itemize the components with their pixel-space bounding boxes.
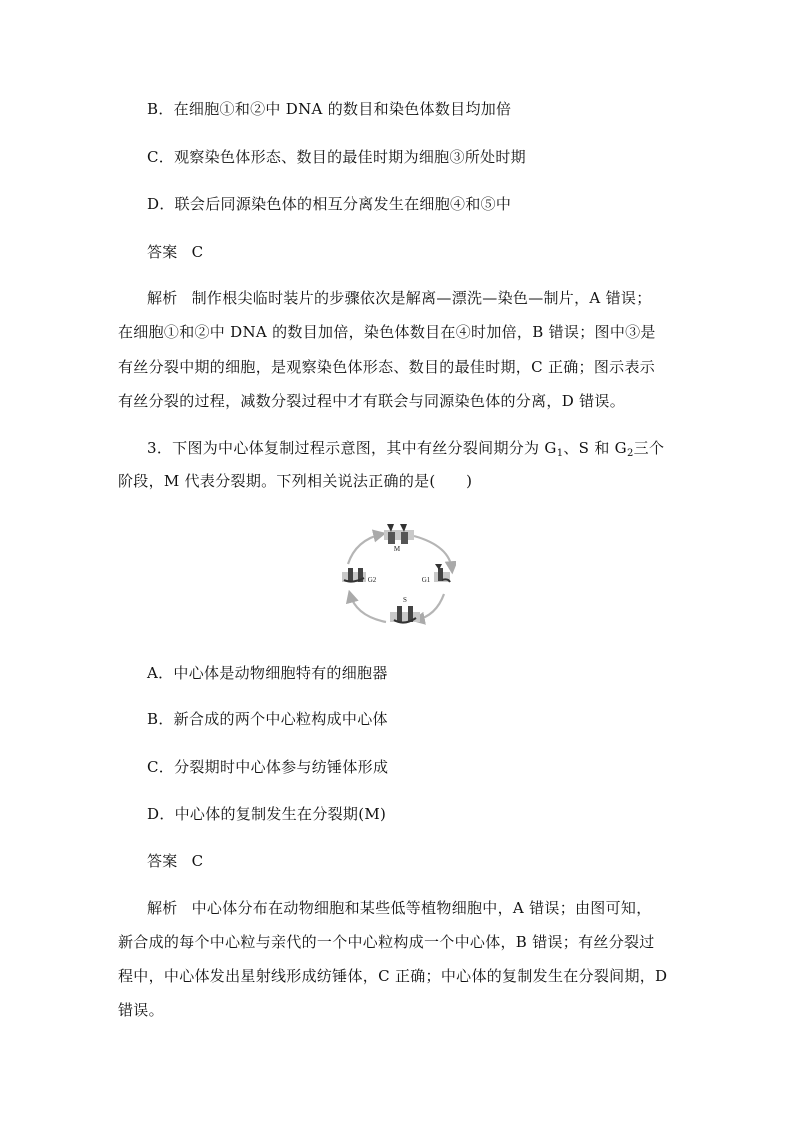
q3-analysis-line-2: 新合成的每个中心粒与亲代的一个中心粒构成一个中心体，B 错误；有丝分裂过 — [118, 933, 655, 951]
centrosome-g2-stage — [342, 568, 366, 582]
label-g1: G1 — [421, 576, 431, 584]
subscript: 2 — [626, 448, 634, 459]
q3-analysis-line-1 — [147, 898, 652, 918]
q2-option-b: B．在细胞①和②中 DNA 的数目和染色体数目均加倍 — [147, 100, 512, 118]
analysis-text: 中心体分布在动物细胞和某些低等植物细胞中，A 错误；由图可知， — [191, 899, 652, 917]
analysis-text: 制作根尖临时装片的步骤依次是解离—漂洗—染色—制片，A 错误； — [191, 289, 652, 307]
q2-analysis-line-2: 在细胞①和②中 DNA 的数目加倍，染色体数目在④时加倍，B 错误；图中③是 — [118, 323, 656, 341]
label-g2: G2 — [367, 576, 377, 584]
centrosome-g1-stage — [434, 564, 450, 582]
q3-stem-text: 3．下图为中心体复制过程示意图，其中有丝分裂间期分为 G — [147, 439, 557, 457]
q3-analysis-line-4: 错误。 — [118, 1001, 164, 1019]
centrosome-m-stage — [384, 524, 414, 544]
q2-option-d: D．联会后同源染色体的相互分离发生在细胞④和⑤中 — [147, 195, 512, 213]
q3-stem-text: 、S 和 G — [563, 439, 627, 457]
q3-stem-line-1 — [147, 438, 664, 458]
centrosome-cycle-diagram — [338, 520, 456, 630]
q2-analysis-line-3: 有丝分裂中期的细胞，是观察染色体形态、数目的最佳时期，C 正确；图示表示 — [118, 358, 656, 376]
label-s: S — [403, 596, 407, 604]
q3-stem-line-2: 阶段，M 代表分裂期。下列相关说法正确的是( ) — [118, 472, 473, 490]
analysis-label: 解析 — [147, 289, 178, 307]
q3-option-d: D．中心体的复制发生在分裂期(M) — [147, 805, 387, 823]
q3-analysis-line-3: 程中，中心体发出星射线形成纺锤体，C 正确；中心体的复制发生在分裂间期，D — [118, 967, 668, 985]
answer-label: 答案 — [147, 852, 178, 870]
q3-answer — [147, 851, 203, 871]
label-m: M — [393, 545, 401, 553]
subscript: 1 — [556, 448, 564, 459]
q2-option-c: C．观察染色体形态、数目的最佳时期为细胞③所处时期 — [147, 148, 526, 166]
q2-analysis-line-4: 有丝分裂的过程，减数分裂过程中才有联会与同源染色体的分离，D 错误。 — [118, 392, 625, 410]
analysis-label: 解析 — [147, 899, 178, 917]
q3-stem-text: 三个 — [633, 439, 665, 457]
arrow-m-to-g1 — [414, 536, 452, 570]
q3-option-a: A．中心体是动物细胞特有的细胞器 — [147, 664, 388, 682]
answer-label: 答案 — [147, 243, 178, 261]
arrow-g2-to-m — [348, 534, 382, 564]
q3-option-b: B．新合成的两个中心粒构成中心体 — [147, 710, 388, 728]
centrosome-s-stage — [390, 606, 420, 623]
arrow-s-to-g2 — [350, 594, 386, 622]
arrow-g1-to-s — [416, 594, 444, 620]
q2-answer — [147, 242, 203, 262]
answer-value: C — [191, 243, 204, 261]
answer-value: C — [191, 852, 204, 870]
q2-analysis-line-1 — [147, 288, 652, 308]
q3-option-c: C．分裂期时中心体参与纺锤体形成 — [147, 758, 389, 776]
